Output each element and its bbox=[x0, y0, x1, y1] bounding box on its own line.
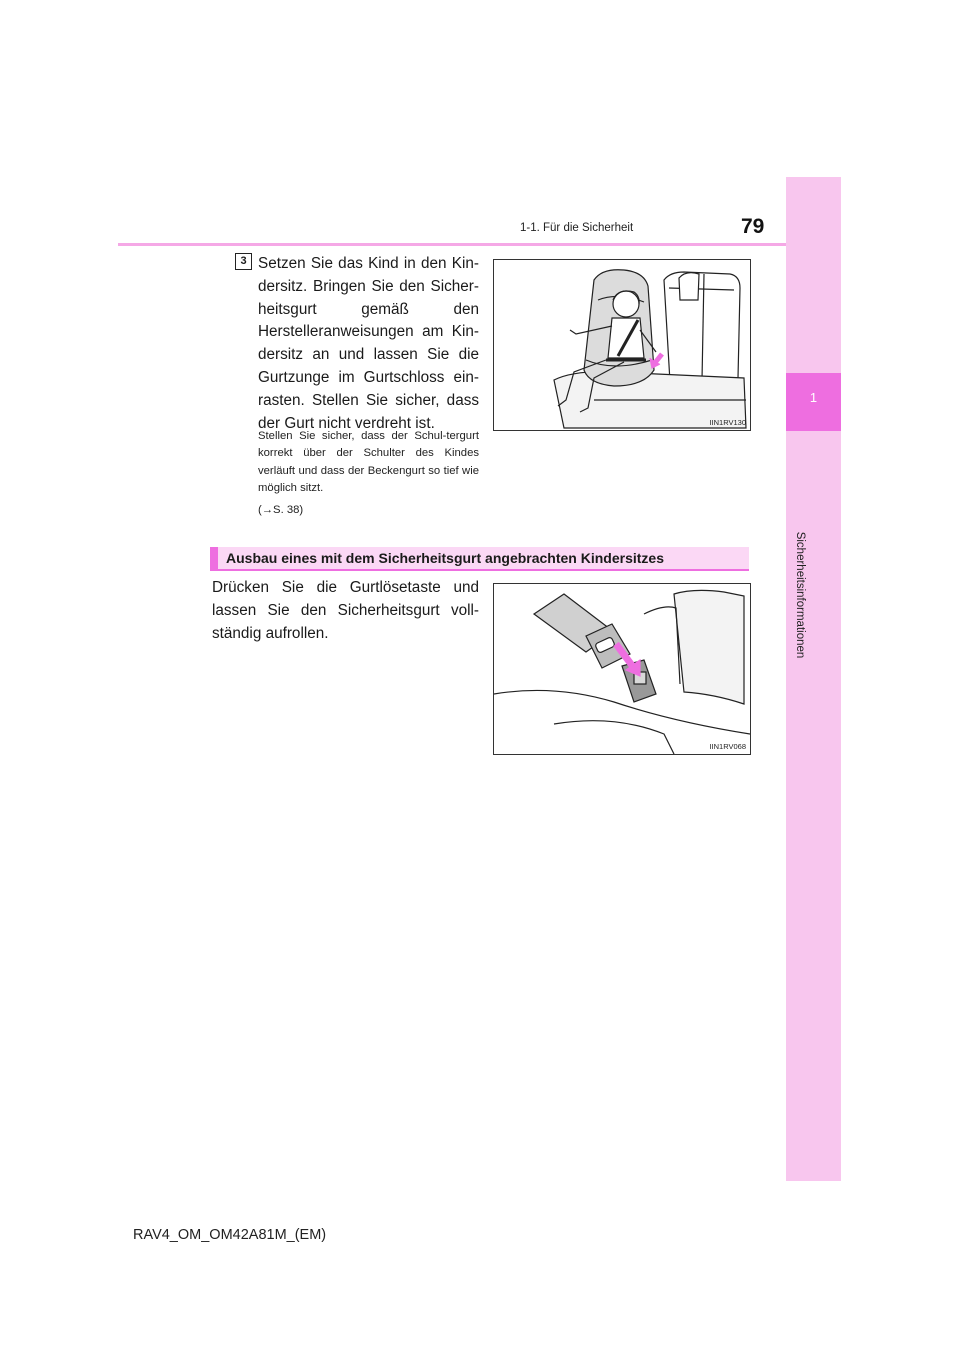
child-seat-drawing bbox=[494, 260, 750, 430]
section-heading-rule bbox=[210, 569, 749, 571]
figure-code: IIN1RV068 bbox=[709, 742, 746, 751]
buckle-release-drawing bbox=[494, 584, 750, 754]
step-note: Stellen Sie sicher, dass der Schul-tergurt korrekt über der Schulter des Kindes verläuft und dass der Beckengurt so tief wie möglich sitzt. bbox=[258, 430, 479, 495]
page-reference: (→S. 38) bbox=[258, 504, 304, 516]
section-header: 1-1. Für die Sicherheit bbox=[520, 222, 634, 234]
step-number: 3 bbox=[235, 253, 252, 270]
section-heading: Ausbau eines mit dem Sicherheitsgurt angebrachten Kindersitzes bbox=[226, 550, 664, 566]
document-id: RAV4_OM_OM42A81M_(EM) bbox=[133, 1227, 327, 1243]
chapter-side-tab bbox=[786, 177, 841, 1181]
header-rule bbox=[118, 243, 786, 246]
step-text: Setzen Sie das Kind in den Kin-dersitz. Bringen Sie den Sicher-heitsgurt gemäß den Herstelleranweisungen am Kin-dersitz an und lassen Sie die Gurtzunge im Gurtschloss ein-rasten. Stellen Sie sicher, dass der Gurt nicht verdreht ist. bbox=[258, 255, 479, 432]
chapter-label: Sicherheitsinformationen bbox=[794, 531, 806, 659]
figure-code: IIN1RV130 bbox=[709, 418, 746, 427]
section-text: Drücken Sie die Gurtlösetaste und lassen Sie den Sicherheitsgurt voll-ständig aufrollen. bbox=[212, 579, 479, 642]
chapter-number: 1 bbox=[809, 390, 818, 405]
child-seat-illustration bbox=[493, 259, 751, 431]
buckle-release-illustration bbox=[493, 583, 751, 755]
page-number: 79 bbox=[741, 215, 765, 238]
section-heading-accent bbox=[210, 547, 218, 569]
